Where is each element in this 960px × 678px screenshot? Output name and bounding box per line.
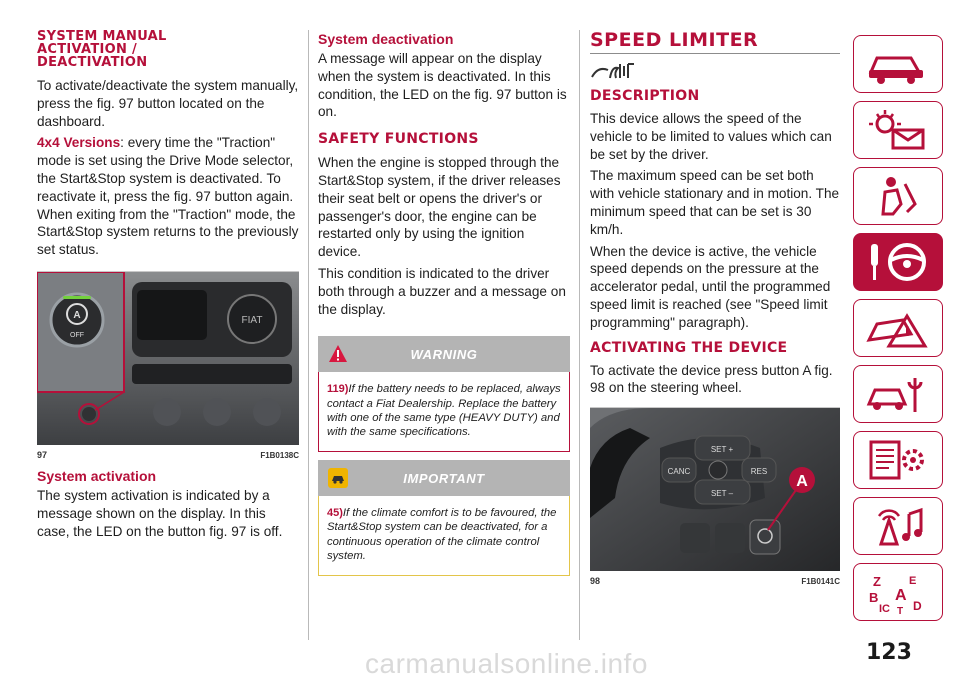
important-box [318,460,570,576]
maintenance-icon [863,372,933,416]
figure-97 [37,271,299,460]
tab-maintenance[interactable] [853,365,943,423]
warning-header [318,336,570,372]
canc-label: CANC [667,467,691,477]
page-number: 123 [866,640,912,665]
tab-starting-driving[interactable] [853,233,943,291]
tab-multimedia[interactable] [853,497,943,555]
subheading-system-deactivation: System deactivation [318,31,454,47]
paragraph [37,134,299,259]
svg-text:D: D [913,599,922,613]
index-icon [863,570,933,614]
column-divider [579,30,580,640]
svg-text:IC: IC [879,603,890,614]
section-heading-activating: ACTIVATING THE DEVICE [590,339,788,356]
warning-box [318,336,570,452]
paragraph-rest: : every time the "Traction" mode is set using the Drive Mode selector, the Start&Stop system is deactivated. To reactivate it, press the fig. 97 button again. When exiting from the "Traction" mode, the Start&Stop system returns to the previously set status. [37,135,299,258]
versions-label: 4x4 Versions [37,135,121,151]
technical-data-icon [863,438,933,482]
paragraph: When the device is active, the vehicle speed depends on the pressure at the accelerator pedal, until the programmed speed limit is reached (see "Speed limit programming" paragraph). [590,243,831,330]
figure-code: F1B0141C [801,577,840,587]
dashboard-button-photo [37,272,299,445]
svg-text:T: T [897,606,904,614]
tab-technical-data[interactable] [853,431,943,489]
important-ref: 45) [327,507,343,520]
body-text [590,110,840,332]
warning-label: WARNING [410,346,478,362]
tab-warning-lights[interactable] [853,101,943,159]
activating-text: To activate the device press button A fig. 98 on the steering wheel. [590,362,833,396]
svg-text:FIAT: FIAT [241,314,263,326]
car-info-icon [863,42,933,86]
body-text [318,154,570,318]
column-left [37,30,299,540]
important-body [318,496,570,576]
figure-code: F1B0138C [260,450,299,460]
warning-text: If the battery needs to be replaced, always contact a Fiat Dealership. Replace the battery with one of the same type (HEAVY DUTY) and with the same specifications. [327,383,561,438]
tab-emergency[interactable] [853,299,943,357]
figure-98 [590,407,840,587]
starting-driving-icon [863,240,933,284]
svg-text:A: A [895,587,907,604]
paragraph: This device allows the speed of the vehicle to be limited to values which can be set by the driver. [590,111,832,162]
res-label: RES [750,467,768,477]
figure-number: 97 [37,449,48,460]
section-heading-manual-activation: SYSTEM MANUAL ACTIVATION / DEACTIVATION [37,29,167,70]
car-important-icon [328,468,348,488]
safety-seatbelt-icon [863,174,933,218]
column-divider [308,30,309,640]
svg-text:A: A [73,309,81,321]
section-title-speed-limiter: SPEED LIMITER [590,30,840,54]
svg-text:B: B [869,590,879,605]
paragraph: This condition is indicated to the driver both through a buzzer and a message on the display. [318,265,566,317]
important-header [318,460,570,496]
set-plus-label: SET + [710,445,734,455]
warning-body [318,372,570,452]
speed-limiter-icon [590,60,640,82]
watermark: carmanualsonline.info [365,648,648,678]
important-label: IMPORTANT [403,470,485,486]
warning-ref: 119) [327,383,349,396]
section-heading-description: DESCRIPTION [590,88,700,104]
emergency-icon [863,306,933,350]
subheading-system-activation: System activation [37,467,157,484]
column-middle [318,30,570,576]
figure-number: 98 [590,576,601,587]
tab-index[interactable] [853,563,943,621]
tab-car-info[interactable] [853,35,943,93]
paragraph: To activate/deactivate the system manually, press the fig. 97 button located on the dashboard. [37,78,299,129]
deactivation-text: A message will appear on the display when the system is deactivated. In this condition, the LED on the fig. 97 button is on. [318,51,567,120]
callout-a: A [796,473,808,491]
steering-wheel-buttons-photo [590,408,840,571]
body-text [37,77,299,259]
paragraph: When the engine is stopped through the Start&Stop system, if the driver releases their seat belt or opens the driver's or passenger's door, the engine can be restarted only by using the ignition device. [318,155,561,260]
warning-lights-icon [863,108,933,152]
section-heading-safety: SAFETY FUNCTIONS [318,131,479,148]
tab-safety[interactable] [853,167,943,225]
svg-text:E: E [909,575,917,587]
svg-text:Z: Z [873,574,881,589]
paragraph: The maximum speed can be set both with vehicle stationary and in motion. The minimum speed that can be set is 30 km/h. [590,168,840,237]
multimedia-icon [863,504,933,548]
important-text: If the climate comfort is to be favoured, the Start&Stop system can be deactivated, for a continuous operation of the climate control system. [327,507,557,562]
warning-triangle-icon [328,344,348,364]
set-minus-label: SET – [710,489,734,499]
activation-text: The system activation is indicated by a message shown on the display. In this case, the LED on the button fig. 97 is off. [37,487,283,539]
column-right [590,29,840,587]
off-label: OFF [70,331,84,339]
